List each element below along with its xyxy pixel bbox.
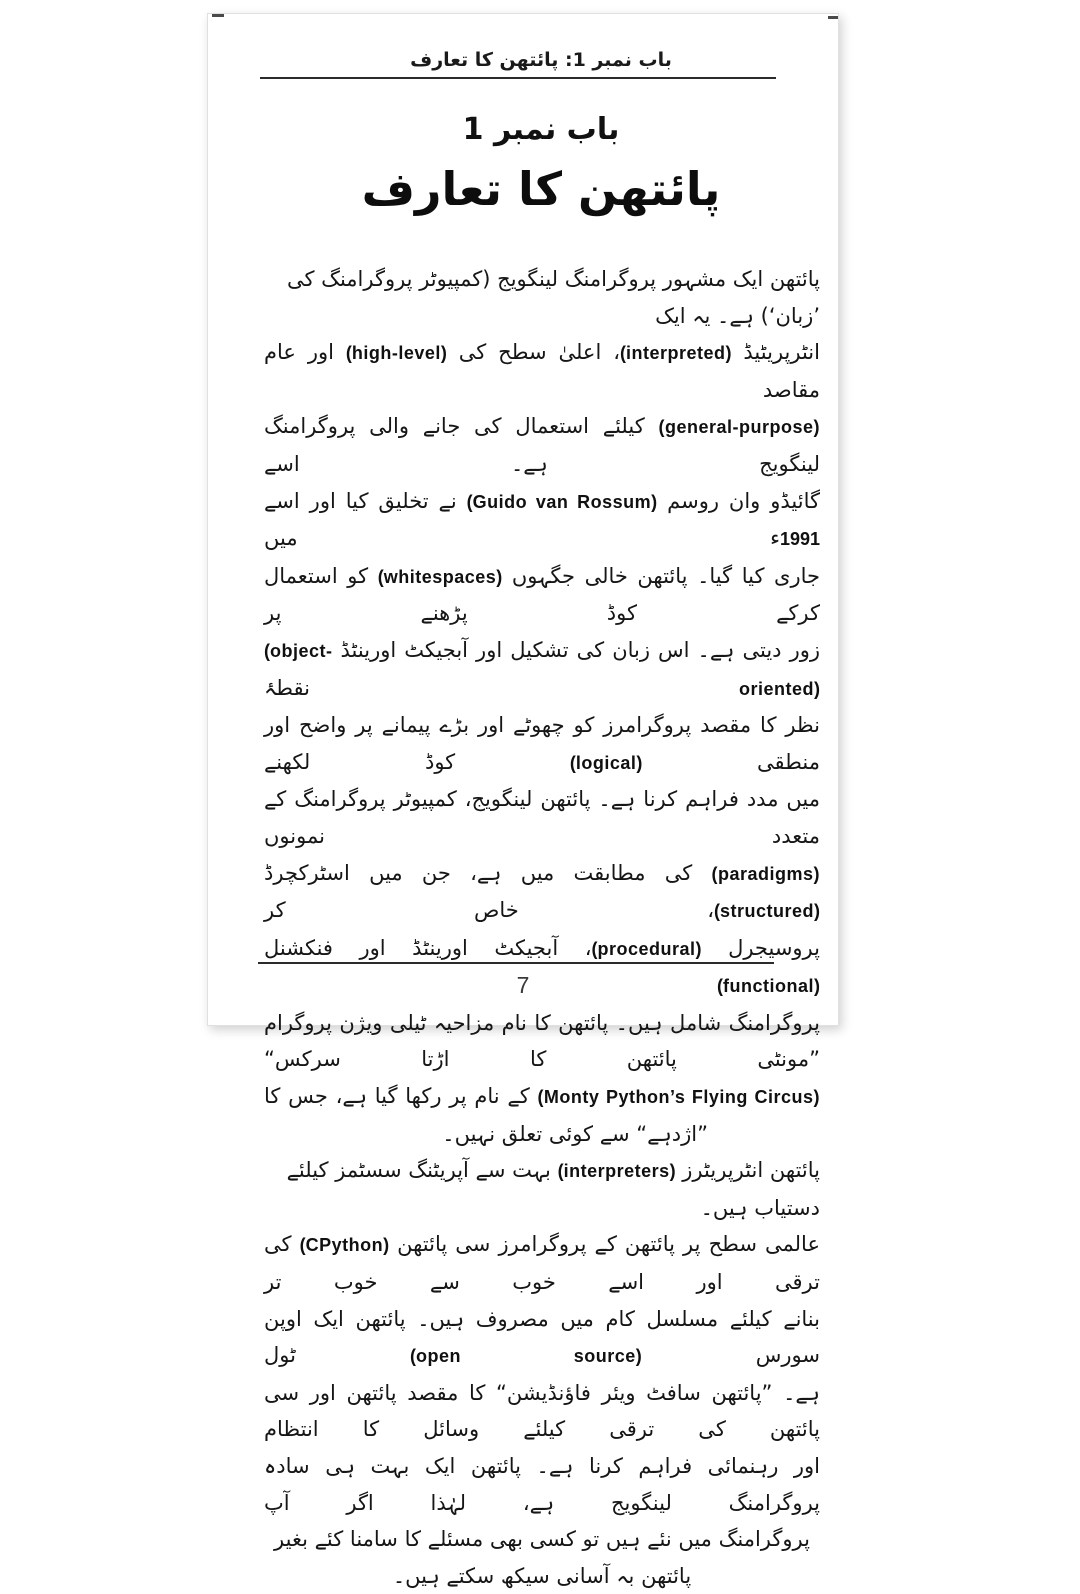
header-rule xyxy=(260,77,776,79)
english-term: (CPython) xyxy=(299,1235,390,1256)
english-term: (object-oriented) xyxy=(264,640,820,699)
chapter-number-heading: باب نمبر 1 xyxy=(462,112,620,147)
body-line xyxy=(264,558,820,632)
english-term: (functional) xyxy=(717,976,820,997)
body-line xyxy=(264,1226,820,1300)
body-line xyxy=(264,707,820,781)
english-term: (open source) xyxy=(409,1346,642,1367)
urdu-text: ”اژدہے“ سے کوئی تعلق نہیں۔ xyxy=(442,1121,708,1146)
scan-artifact-top-right xyxy=(828,16,838,19)
body-line xyxy=(264,1152,820,1226)
urdu-text: گائیڈو وان روسم xyxy=(657,488,820,513)
english-term: (Guido van Rossum) xyxy=(466,491,658,512)
urdu-text: پروگرامنگ میں نئے ہیں تو کسی بھی مسئلے کا سامنا کئے بغیر پائتھن بہ آسانی سیکھ سکتے ہیں۔ xyxy=(274,1527,810,1588)
urdu-text: کو استعمال کرکے کوڈ پڑھنے پر xyxy=(264,563,820,626)
english-term: (general-purpose) xyxy=(658,417,820,438)
urdu-text: عالمی سطح پر پائتھن کے پروگرامرز سی پائتھن xyxy=(389,1232,820,1257)
body-line xyxy=(264,1521,820,1594)
urdu-text: انٹرپریٹیڈ xyxy=(731,340,820,365)
english-term: (paradigms) xyxy=(711,863,820,884)
urdu-text: جاری کیا گیا۔ پائتھن خالی جگہوں xyxy=(502,563,820,588)
urdu-text: ٹول xyxy=(264,1343,410,1368)
body-line xyxy=(264,1301,820,1375)
english-term: (interpreters) xyxy=(557,1161,676,1182)
english-term: (logical) xyxy=(569,752,643,773)
urdu-text: ، اعلیٰ سطح کی xyxy=(446,340,620,365)
scan-artifact-top-left xyxy=(212,14,224,17)
footer-rule xyxy=(258,962,774,964)
urdu-text: ہے۔ ”پائتھن سافٹ ویئر فاؤنڈیشن“ کا مقصد پائتھن اور سی پائتھن کی ترقی کیلئے وسائل کا انتظام xyxy=(264,1380,820,1442)
body-text xyxy=(264,261,820,1594)
urdu-text: ، آبجیکٹ اورینٹڈ اور فنکشنل xyxy=(264,935,592,960)
urdu-text: نظر کا مقصد پروگرامرز کو چھوٹے اور بڑے پیمانے پر واضح اور منطقی xyxy=(264,713,820,774)
body-line xyxy=(264,408,820,482)
chapter-title: پائتھن کا تعارف xyxy=(361,162,721,216)
urdu-text: اور رہنمائی فراہم کرنا ہے۔ پائتھن ایک بہت ہی سادہ پروگرامنگ لینگویج ہے، لہٰذا اگر آپ xyxy=(264,1454,820,1515)
english-term: (high-level) xyxy=(345,343,447,364)
urdu-text: کوڈ لکھنے xyxy=(264,749,570,774)
body-line xyxy=(264,1116,820,1153)
english-term: (procedural) xyxy=(591,938,702,959)
urdu-text: میں مدد فراہم کرنا ہے۔ پائتھن لینگویج، کمپیوٹر پروگرامنگ کے متعدد نمونوں xyxy=(264,787,820,848)
urdu-text: بہت سے آپریٹنگ سسٹمز کیلئے دستیاب ہیں۔ xyxy=(286,1158,820,1220)
urdu-text: پروگرامنگ شامل ہیں۔ پائتھن کا نام مزاحیہ ٹیلی ویژن پروگرام ”مونٹی پائتھن کا اڑتا سرکس“ xyxy=(264,1010,820,1072)
urdu-text: ، خاص کر xyxy=(264,898,714,923)
body-line xyxy=(264,632,820,707)
urdu-text: کی ترقی اور اسے خوب سے خوب تر xyxy=(264,1232,820,1295)
body-line xyxy=(264,334,820,408)
body-line xyxy=(264,1448,820,1521)
page-number: 7 xyxy=(516,972,530,998)
body-line xyxy=(264,855,820,930)
english-term: 1991 xyxy=(779,529,820,550)
english-term: (Monty Python’s Flying Circus) xyxy=(537,1087,820,1108)
body-line xyxy=(264,1078,820,1116)
book-page xyxy=(207,13,839,1588)
english-term: (interpreted) xyxy=(619,343,732,364)
running-header: باب نمبر 1: پائتھن کا تعارف xyxy=(410,49,672,71)
urdu-text: بنانے کیلئے مسلسل کام میں مصروف ہیں۔ پائتھن ایک اوپن سورس xyxy=(264,1306,820,1368)
urdu-text: نے تخلیق کیا اور اسے xyxy=(264,488,467,513)
english-term: (whitespaces) xyxy=(377,566,503,587)
body-line xyxy=(264,1005,820,1078)
urdu-text: پائتھن ایک مشہور پروگرامنگ لینگویج (کمپیوٹر پروگرامنگ کی ’زبان‘) ہے۔ یہ ایک xyxy=(286,267,820,328)
body-line xyxy=(264,261,820,334)
body-line xyxy=(264,781,820,854)
urdu-text: زور دیتی ہے۔ اس زبان کی تشکیل اور آبجیکٹ اورینٹڈ xyxy=(332,637,820,662)
urdu-text: نقطۂ xyxy=(264,675,739,700)
urdu-text: پروسیجرل xyxy=(701,935,820,960)
urdu-text: ء میں xyxy=(264,526,780,551)
urdu-text: کیلئے استعمال کی جانے والی پروگرامنگ لینگویج ہے۔ اسے xyxy=(264,414,820,476)
urdu-text: کی مطابقت میں ہے، جن میں اسٹرکچرڈ xyxy=(264,860,712,885)
body-line xyxy=(264,483,820,558)
english-term: (structured) xyxy=(713,901,820,922)
urdu-text: کے نام پر رکھا گیا ہے، جس کا xyxy=(264,1084,538,1109)
urdu-text: پائتھن انٹرپریٹرز xyxy=(675,1158,820,1183)
body-line xyxy=(264,1375,820,1448)
urdu-text: اور عام مقاصد xyxy=(264,340,820,402)
